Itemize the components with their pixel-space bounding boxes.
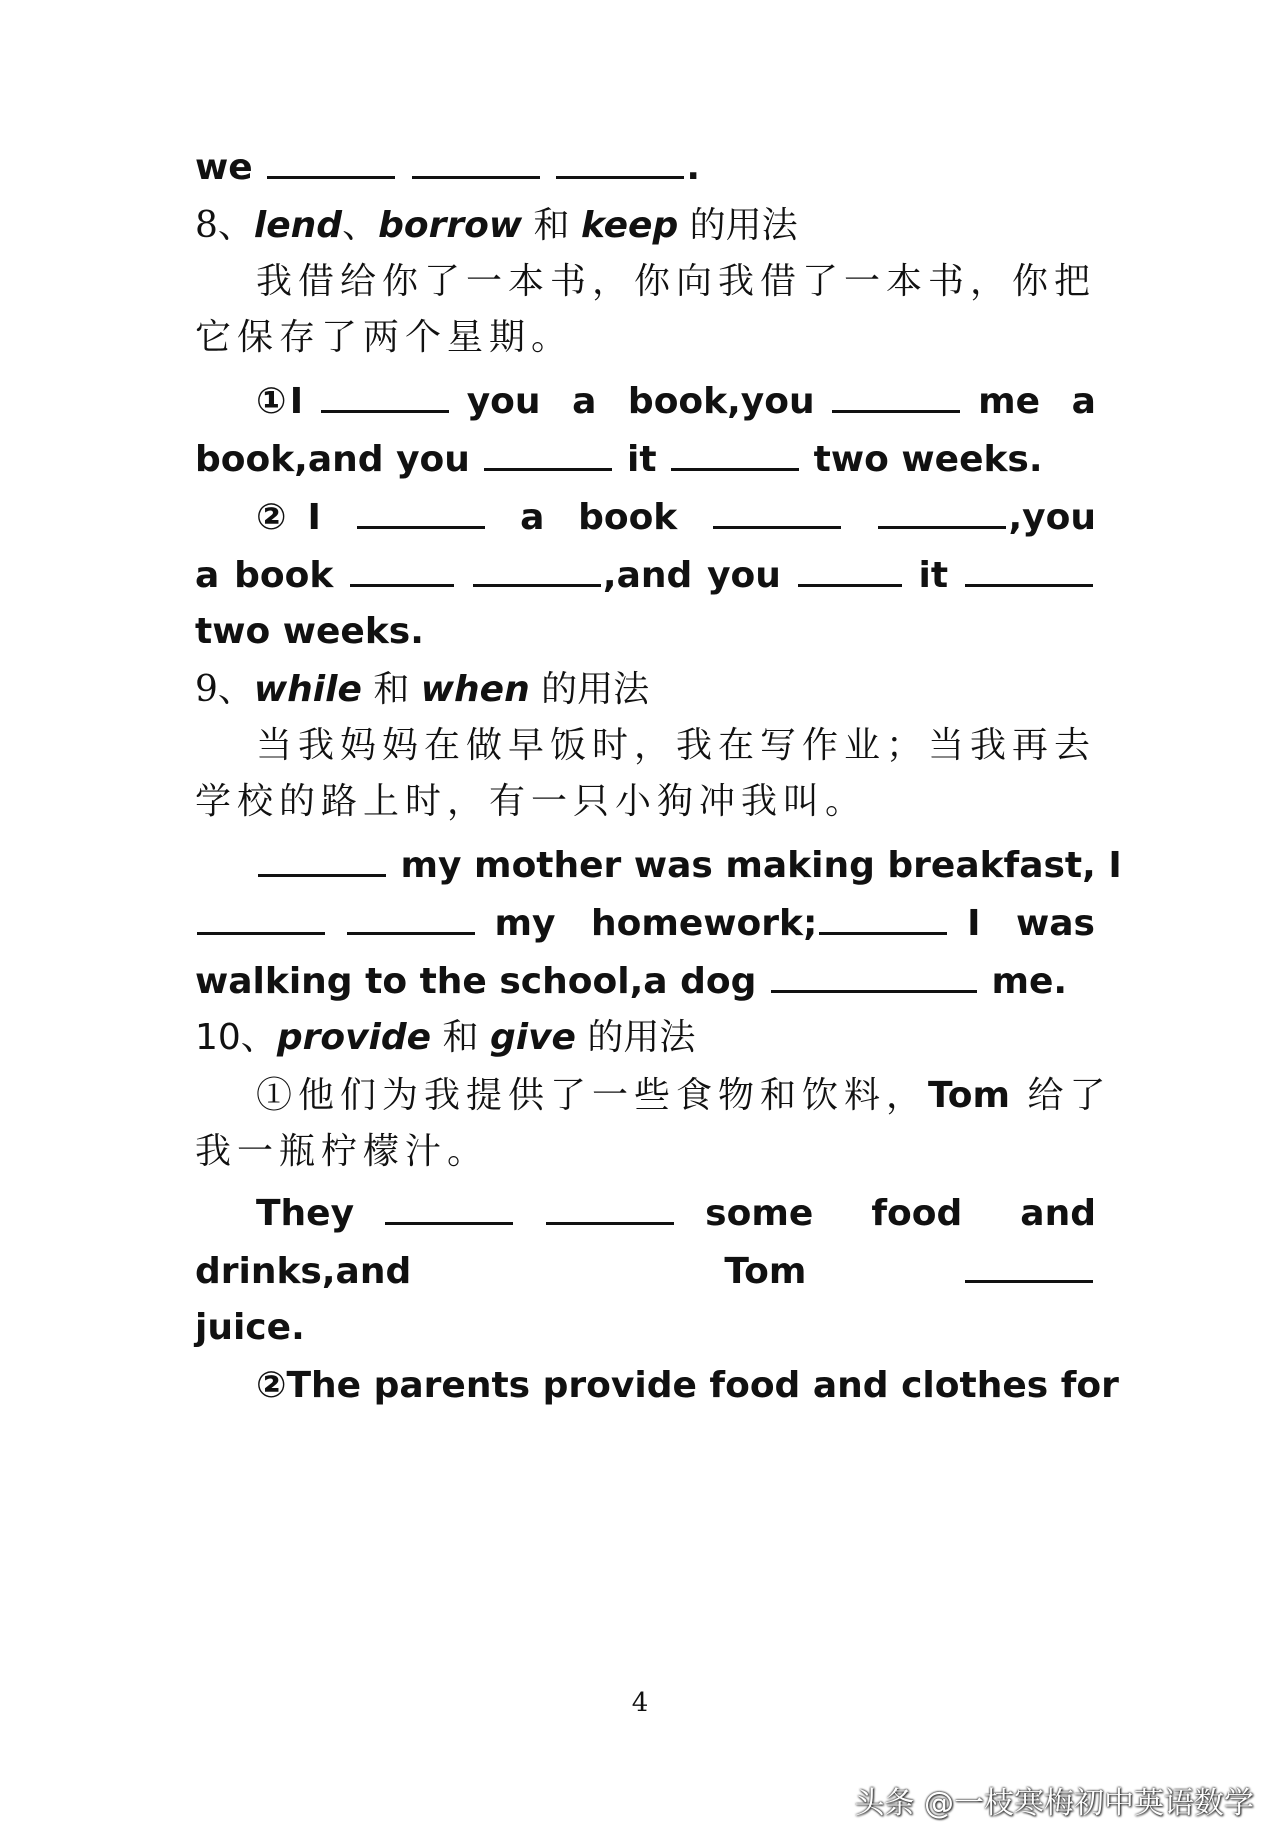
separator: 、 [342, 205, 379, 246]
text: ,you [1008, 497, 1096, 538]
text: we [195, 147, 253, 188]
answer-blank[interactable] [321, 374, 449, 413]
exercise-line [256, 374, 1096, 426]
answer-blank[interactable] [258, 838, 386, 877]
heading-number: 8、 [195, 205, 254, 246]
heading-tail: 的用法 [678, 205, 798, 246]
answer-blank[interactable] [357, 490, 485, 529]
text: me. [991, 961, 1068, 1002]
text: a book [520, 497, 678, 538]
keyword-while: while [253, 669, 362, 710]
exercise-line [195, 432, 1095, 486]
answer-blank[interactable] [412, 140, 540, 179]
exercise-line [195, 896, 1095, 948]
keyword-provide: provide [276, 1017, 432, 1058]
text: They [256, 1193, 355, 1234]
text: Tom [928, 1075, 1011, 1116]
chinese-prompt: 它保存了两个星期。 [195, 317, 574, 358]
answer-blank[interactable] [350, 548, 454, 587]
text: ①他们为我提供了一些食物和饮料， [256, 1075, 929, 1116]
answer-blank[interactable] [484, 432, 612, 471]
section-heading-10 [195, 1012, 1095, 1064]
answer-blank[interactable] [671, 432, 799, 471]
chinese-prompt: 我借给你了一本书，你向我借了一本书，你把 [256, 261, 1097, 302]
exercise-line [195, 954, 1095, 1008]
heading-number: 9、 [195, 669, 254, 710]
text: it [918, 555, 949, 596]
text: . [686, 147, 701, 188]
text: my homework; [494, 903, 818, 944]
exercise-line: two weeks. [195, 611, 424, 652]
keyword-when: when [420, 669, 530, 710]
exercise-line: juice. [195, 1307, 305, 1348]
keyword-lend: lend [253, 205, 343, 246]
text: I was [967, 903, 1095, 944]
chinese-prompt [256, 1070, 1112, 1122]
text: two weeks. [813, 439, 1043, 480]
answer-blank[interactable] [965, 548, 1093, 587]
answer-blank[interactable] [832, 374, 960, 413]
text: my mother was making breakfast, I [400, 845, 1122, 886]
heading-number: 10、 [195, 1017, 277, 1058]
answer-blank[interactable] [385, 1186, 513, 1225]
heading-tail: 的用法 [529, 669, 650, 710]
answer-blank[interactable] [819, 896, 947, 935]
answer-blank[interactable] [197, 896, 325, 935]
heading-tail: 的用法 [575, 1017, 696, 1058]
conjunction: 和 [431, 1017, 490, 1058]
keyword-keep: keep [580, 205, 679, 246]
text: drinks,and Tom [195, 1251, 807, 1292]
chinese-prompt: 当我妈妈在做早饭时，我在写作业；当我再去 [256, 725, 1097, 766]
answer-blank[interactable] [713, 490, 841, 529]
keyword-borrow: borrow [378, 205, 523, 246]
answer-blank[interactable] [347, 896, 475, 935]
text: walking to the school,a dog [195, 961, 757, 1002]
text: you a book,you [466, 381, 815, 422]
watermark: 头条 @一枝寒梅初中英语数学 [854, 1786, 1254, 1821]
text: book,and you [195, 439, 470, 480]
exercise-line [256, 490, 1096, 542]
answer-blank[interactable] [878, 490, 1006, 529]
exercise-line [195, 548, 1095, 600]
exercise-line [195, 140, 1095, 194]
answer-blank[interactable] [771, 954, 977, 993]
text: ,and you [602, 555, 781, 596]
text: some food and [705, 1193, 1096, 1234]
chinese-prompt: 我一瓶柠檬汁。 [195, 1131, 490, 1172]
conjunction: 和 [361, 669, 421, 710]
chinese-prompt: 学校的路上时，有一只小狗冲我叫。 [195, 781, 868, 822]
text: it [627, 439, 657, 480]
exercise-line: ②The parents provide food and clothes for [256, 1365, 1119, 1406]
section-heading-8 [195, 200, 1095, 252]
page-number: 4 [631, 1688, 649, 1718]
text: me a [978, 381, 1096, 422]
exercise-line [256, 1186, 1096, 1238]
answer-blank[interactable] [798, 548, 902, 587]
text: ②I [256, 497, 321, 538]
section-heading-9 [195, 664, 1095, 716]
exercise-line [195, 1244, 1095, 1296]
text: ①I [256, 381, 304, 422]
text: 给了 [1010, 1075, 1112, 1116]
answer-blank[interactable] [473, 548, 601, 587]
keyword-give: give [489, 1017, 576, 1058]
text: a book [195, 555, 334, 596]
answer-blank[interactable] [556, 140, 684, 179]
answer-blank[interactable] [965, 1244, 1093, 1283]
answer-blank[interactable] [546, 1186, 674, 1225]
exercise-line [256, 838, 1122, 892]
conjunction: 和 [522, 205, 581, 246]
answer-blank[interactable] [267, 140, 395, 179]
